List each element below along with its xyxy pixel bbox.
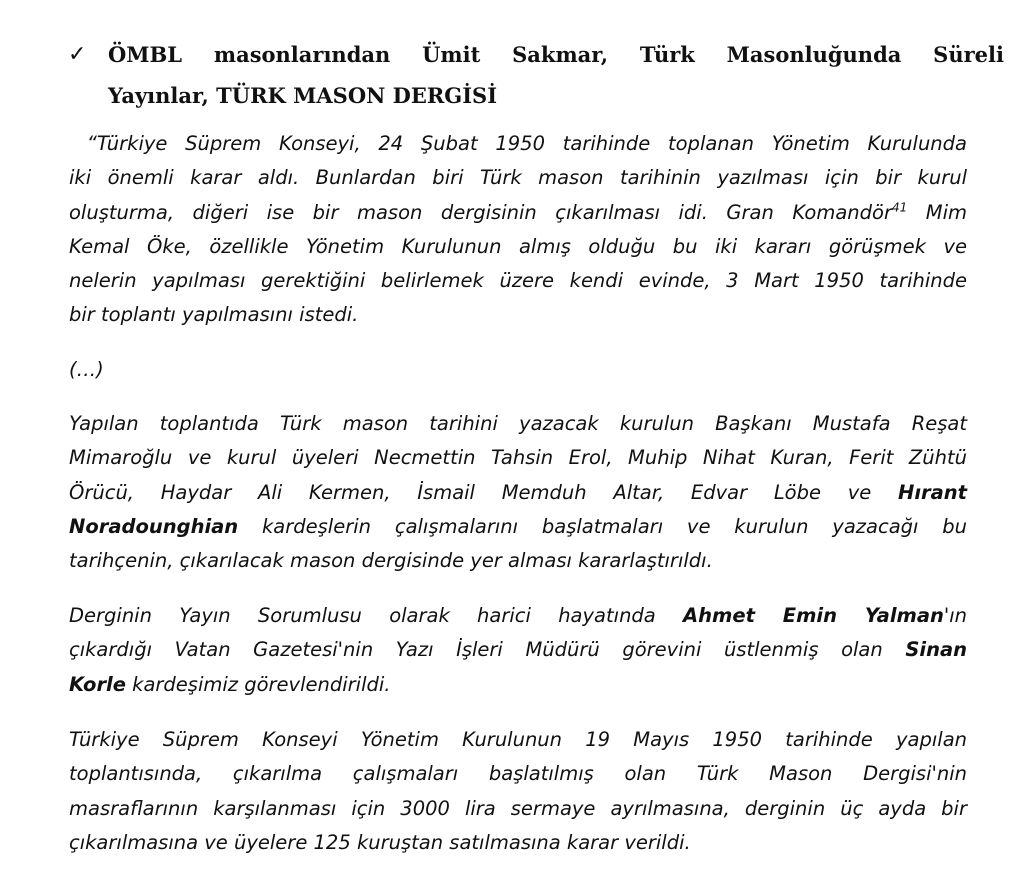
bold-name: Noradounghian [69, 514, 239, 538]
text-line: toplantısında, çıkarılma çalışmaları başlatılmış olan Türk Mason Dergisi'nin [69, 762, 967, 786]
quote-paragraph-1 [69, 127, 967, 333]
text-line: Kemal Öke, özellikle Yönetim Kurulunun almış olduğu bu iki kararı görüşmek ve [69, 234, 967, 258]
heading-line-2: Yayınlar, TÜRK MASON DERGİSİ [108, 83, 498, 108]
footnote-reference: 41 [892, 200, 908, 215]
quote-paragraph-4 [69, 723, 967, 860]
text-line [69, 668, 967, 702]
ellipsis-marker [69, 353, 967, 387]
text-line: “Türkiye Süprem Konseyi, 24 Şubat 1950 tarihinde toplanan Yönetim Kurulunda [69, 132, 967, 155]
text-line: nelerin yapılması gerektiğini belirlemek üzere kendi evinde, 3 Mart 1950 tarihinde [69, 269, 967, 293]
quote-paragraph-3 [69, 599, 967, 702]
text-line [69, 196, 967, 230]
bold-name: Korle [69, 672, 126, 696]
text-line [69, 476, 967, 510]
text-line: çıkarılmasına ve üyelere 125 kuruştan satılmasına karar verildi. [69, 830, 691, 854]
text-line [69, 510, 967, 544]
text-line: masraflarının karşılanması için 3000 lira sermaye ayrılmasına, derginin üç ayda bir [69, 796, 967, 820]
heading-line-1: ÖMBL masonlarından Ümit Sakmar, Türk Masonluğunda Süreli [108, 42, 1004, 67]
text-run: Mim [907, 200, 968, 224]
checkmark-icon: ✓ [68, 42, 87, 67]
quote-paragraph-2 [69, 407, 967, 578]
text-run: Derginin Yayın Sorumlusu olarak harici hayatında [69, 604, 684, 627]
text-run: 'ın [943, 604, 967, 627]
text-run: kardeşlerin çalışmalarını başlatmaları ve kurulun yazacağı bu [238, 514, 967, 538]
bold-name: Sinan [905, 638, 967, 662]
bold-name: Hırant [898, 480, 967, 504]
text-run: kardeşimiz görevlendirildi. [125, 672, 391, 696]
text-line: Yapılan toplantıda Türk mason tarihini yazacak kurulun Başkanı Mustafa Reşat [69, 412, 967, 435]
bold-name: Ahmet Emin Yalman [683, 604, 944, 627]
text-line: bir toplantı yapılmasını istedi. [69, 303, 359, 327]
text-line: (…) [69, 358, 104, 381]
text-line [69, 633, 967, 667]
text-line: Mimaroğlu ve kurul üyeleri Necmettin Tahsin Erol, Muhip Nihat Kuran, Ferit Zühtü [69, 446, 967, 470]
text-run: oluşturma, diğeri ise bir mason dergisinin çıkarılması idi. Gran Komandör [69, 200, 892, 224]
text-line: iki önemli karar aldı. Bunlardan biri Türk mason tarihinin yazılması için bir kurul [69, 166, 967, 190]
text-run: çıkardığı Vatan Gazetesi'nin Yazı İşleri Müdürü görevini üstlenmiş olan [69, 638, 906, 662]
text-line [69, 599, 967, 633]
text-run: Örücü, Haydar Ali Kermen, İsmail Memduh Altar, Edvar Löbe ve [69, 480, 899, 504]
text-line: tarihçenin, çıkarılacak mason dergisinde yer alması kararlaştırıldı. [69, 549, 713, 573]
text-line: Türkiye Süprem Konseyi Yönetim Kurulunun 19 Mayıs 1950 tarihinde yapılan [69, 728, 967, 751]
